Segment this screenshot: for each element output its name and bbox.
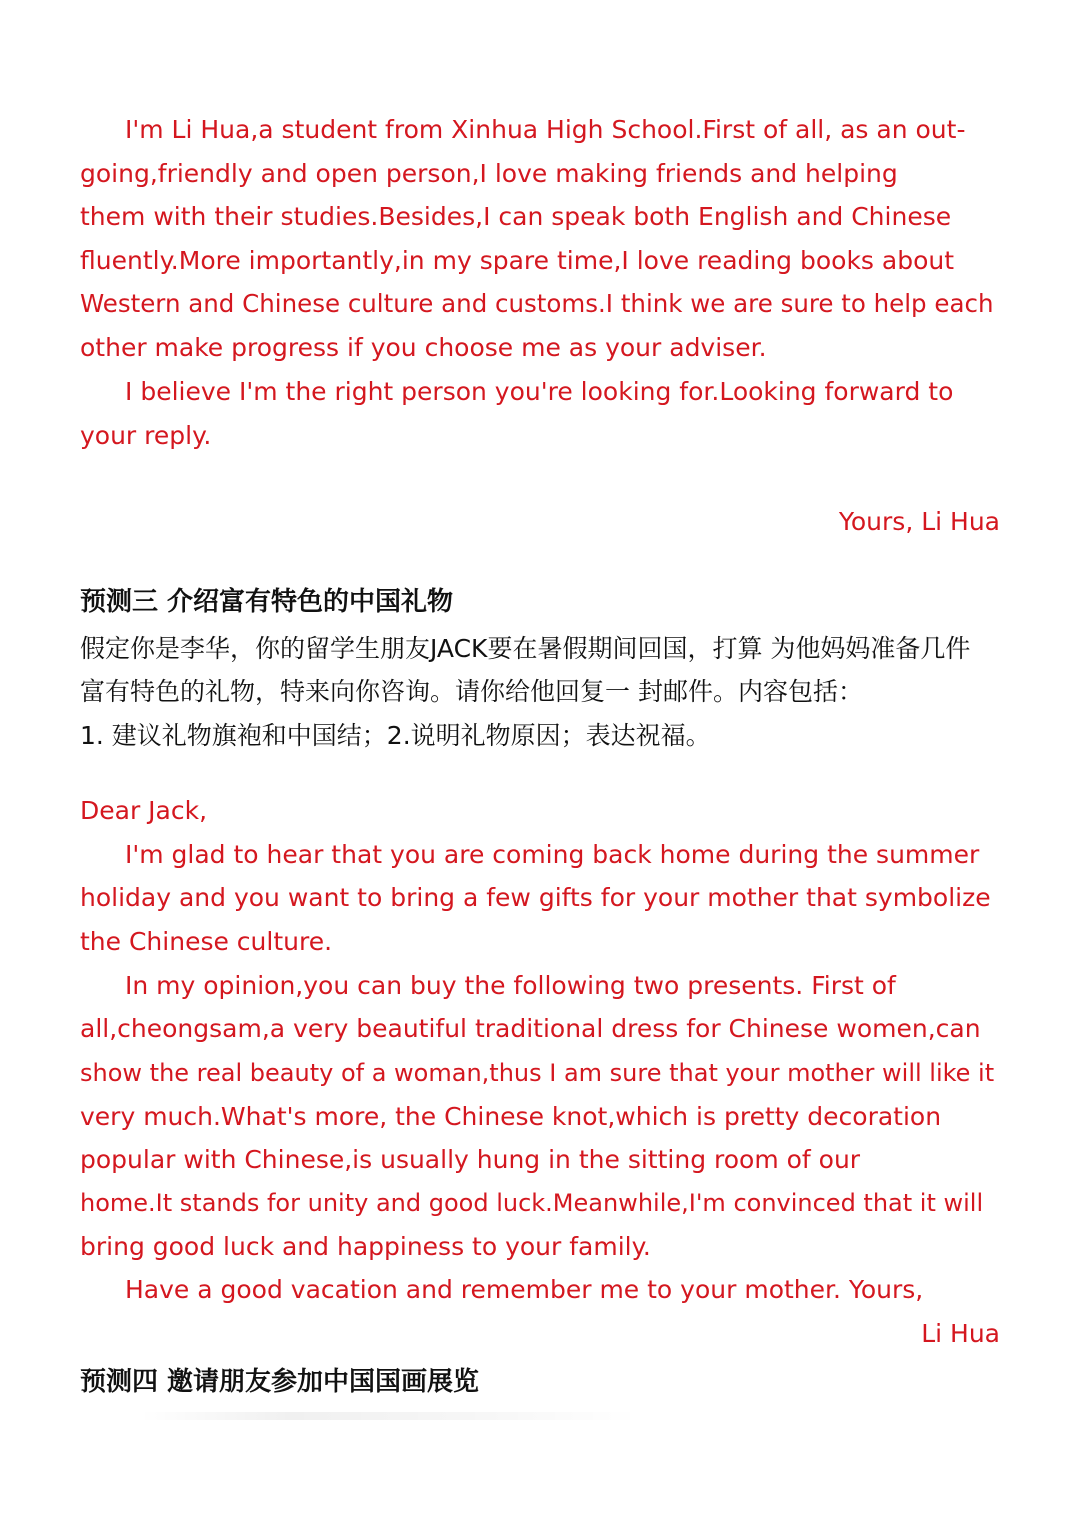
letter2-line-4: In my opinion,you can buy the following two presents. First of bbox=[125, 971, 896, 1000]
letter1-line-7: I believe I'm the right person you're looking for.Looking forward to bbox=[125, 377, 954, 406]
cut-off-text-shadow bbox=[140, 1412, 640, 1420]
letter2-line-5: all,cheongsam,a very beautiful traditional dress for Chinese women,can bbox=[80, 1014, 981, 1043]
letter2-line-6: show the real beauty of a woman,thus I am sure that your mother will like it bbox=[80, 1059, 995, 1087]
section3-prompt-line-1: 假定你是李华，你的留学生朋友JACK要在暑假期间回国，打算 为他妈妈准备几件 bbox=[80, 634, 971, 663]
letter2-line-1: I'm glad to hear that you are coming back home during the summer bbox=[125, 840, 980, 869]
letter1-line-8: your reply. bbox=[80, 421, 212, 450]
letter1-line-3: them with their studies.Besides,I can speak both English and Chinese bbox=[80, 202, 952, 231]
letter2-signature: Li Hua bbox=[921, 1319, 1000, 1348]
letter2-line-9: home.It stands for unity and good luck.Meanwhile,I'm convinced that it will bbox=[80, 1189, 984, 1217]
letter2-line-3: the Chinese culture. bbox=[80, 927, 333, 956]
letter2-line-11: Have a good vacation and remember me to your mother. Yours, bbox=[125, 1275, 924, 1304]
letter1-closing: Yours, Li Hua bbox=[838, 507, 1000, 536]
letter1-line-4: fluently.More importantly,in my spare time,I love reading books about bbox=[80, 246, 955, 275]
letter2-line-7: very much.What's more, the Chinese knot,which is pretty decoration bbox=[80, 1102, 942, 1131]
letter1-line-1: I'm Li Hua,a student from Xinhua High School.First of all, as an out- bbox=[125, 115, 966, 144]
section3-prompt-line-2: 富有特色的礼物，特来向你咨询。请你给他回复一 封邮件。内容包括： bbox=[80, 677, 863, 706]
section3-prompt-line-3: 1. 建议礼物旗袍和中国结；2.说明礼物原因；表达祝福。 bbox=[80, 721, 711, 750]
letter2-line-2: holiday and you want to bring a few gifts for your mother that symbolize bbox=[80, 883, 991, 912]
letter2-line-8: popular with Chinese,is usually hung in the sitting room of our bbox=[80, 1145, 861, 1174]
section4-heading: 预测四 邀请朋友参加中国国画展览 bbox=[80, 1367, 480, 1397]
section3-heading: 预测三 介绍富有特色的中国礼物 bbox=[80, 587, 454, 617]
letter1-line-6: other make progress if you choose me as your adviser. bbox=[80, 333, 767, 362]
letter1-line-5: Western and Chinese culture and customs.I think we are sure to help each bbox=[80, 289, 994, 318]
letter1-line-2: going,friendly and open person,I love making friends and helping bbox=[80, 159, 898, 188]
letter2-salutation: Dear Jack, bbox=[80, 796, 208, 825]
letter2-line-10: bring good luck and happiness to your family. bbox=[80, 1232, 651, 1261]
